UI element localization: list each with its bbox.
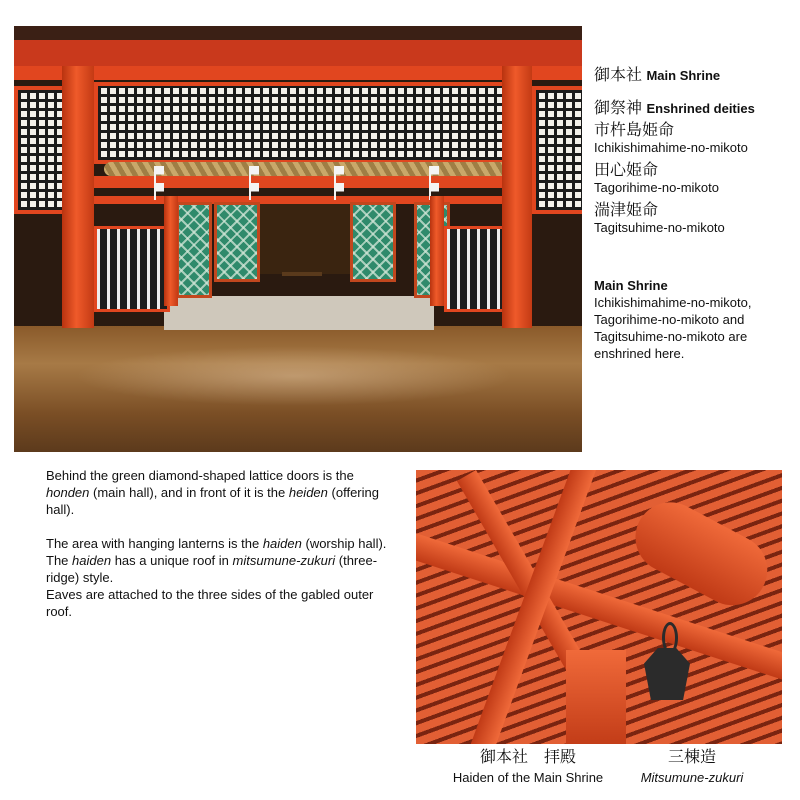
roof-pillar: [566, 650, 626, 744]
term-honden: honden: [46, 485, 90, 500]
paper-streamer: [429, 166, 439, 200]
term-mitsumune-zukuri: mitsumune-zukuri: [232, 553, 336, 568]
paper-streamer: [154, 166, 164, 200]
green-lattice-door-right: [350, 202, 396, 282]
text-run: (worship hall). The: [46, 536, 387, 568]
shimenawa-rope: [104, 162, 524, 176]
right-lattice-window: [532, 86, 582, 214]
text-run: has a unique roof in: [114, 553, 229, 568]
deity-2-en: Tagorihime-no-mikoto: [594, 180, 719, 195]
lower-beam: [94, 196, 514, 204]
caption-mitsumune-jp: 三棟造: [667, 747, 716, 766]
green-lattice-door-outer-left: [176, 202, 212, 298]
deity-1-en: Ichikishimahime-no-mikoto: [594, 140, 748, 155]
right-pillar: [502, 66, 532, 328]
title-en: Main Shrine: [646, 68, 721, 83]
text-run: Behind the green diamond-shaped lattice doors is the: [46, 468, 354, 483]
main-shrine-title: [594, 62, 794, 85]
left-lattice-window: [14, 86, 68, 214]
right-railing: [444, 226, 510, 312]
deities-heading-jp: 御祭神: [594, 98, 643, 117]
term-haiden: haiden: [262, 536, 302, 551]
offering-table: [282, 272, 322, 306]
deities-heading: [594, 95, 794, 118]
description-text: Ichikishimahime-no-mikoto, Tagorihime-no-mikoto and Tagitsuhime-no-mikoto are enshrined here.: [594, 295, 752, 361]
text-run: (offering hall).: [46, 485, 379, 517]
sidebar-deities: [594, 62, 794, 240]
deity-2-jp: 田心姫命: [594, 160, 659, 179]
term-haiden: haiden: [72, 553, 112, 568]
caption-haiden-en: Haiden of the Main Shrine: [452, 770, 604, 785]
deity-3-jp: 湍津姫命: [594, 200, 659, 219]
deity-3-en: Tagitsuhime-no-mikoto: [594, 220, 725, 235]
main-shrine-description: [594, 277, 794, 362]
floor-reflection: [74, 346, 514, 406]
left-pillar: [62, 66, 94, 328]
upper-lattice-screen: [94, 82, 506, 164]
haiden-roof-photo: [416, 470, 782, 744]
description-heading: Main Shrine: [594, 278, 668, 293]
top-beam: [14, 66, 582, 80]
term-heiden: heiden: [288, 485, 328, 500]
caption-mitsumune: [622, 744, 762, 785]
caption-haiden: [440, 744, 616, 785]
hanging-lantern: [644, 648, 690, 700]
inner-sanctuary: [260, 204, 350, 274]
text-run: The area with hanging lanterns is the: [46, 536, 260, 551]
caption-mitsumune-en: Mitsumune-zukuri: [640, 770, 744, 785]
body-text: [46, 467, 391, 620]
paragraph-eaves: Eaves are attached to the three sides of the gabled outer roof.: [46, 587, 374, 619]
paper-streamer: [334, 166, 344, 200]
paper-streamer: [249, 166, 259, 200]
ceiling-shadow: [14, 26, 582, 40]
green-lattice-door-left: [214, 202, 260, 282]
paragraph-haiden: [46, 535, 391, 586]
deities-heading-en: Enshrined deities: [646, 101, 755, 116]
paragraph-honden: [46, 467, 391, 518]
left-railing: [94, 226, 170, 312]
inner-right-pillar: [430, 196, 444, 306]
text-run: (main hall), and in front of it is the: [93, 485, 286, 500]
text-run: (three-ridge) style.: [46, 553, 378, 585]
deity-1-jp: 市杵島姫命: [594, 120, 675, 139]
caption-haiden-jp: 御本社 拝殿: [479, 747, 576, 766]
inner-left-pillar: [164, 196, 178, 306]
main-shrine-interior-photo: [14, 26, 582, 452]
title-jp: 御本社: [594, 65, 643, 84]
